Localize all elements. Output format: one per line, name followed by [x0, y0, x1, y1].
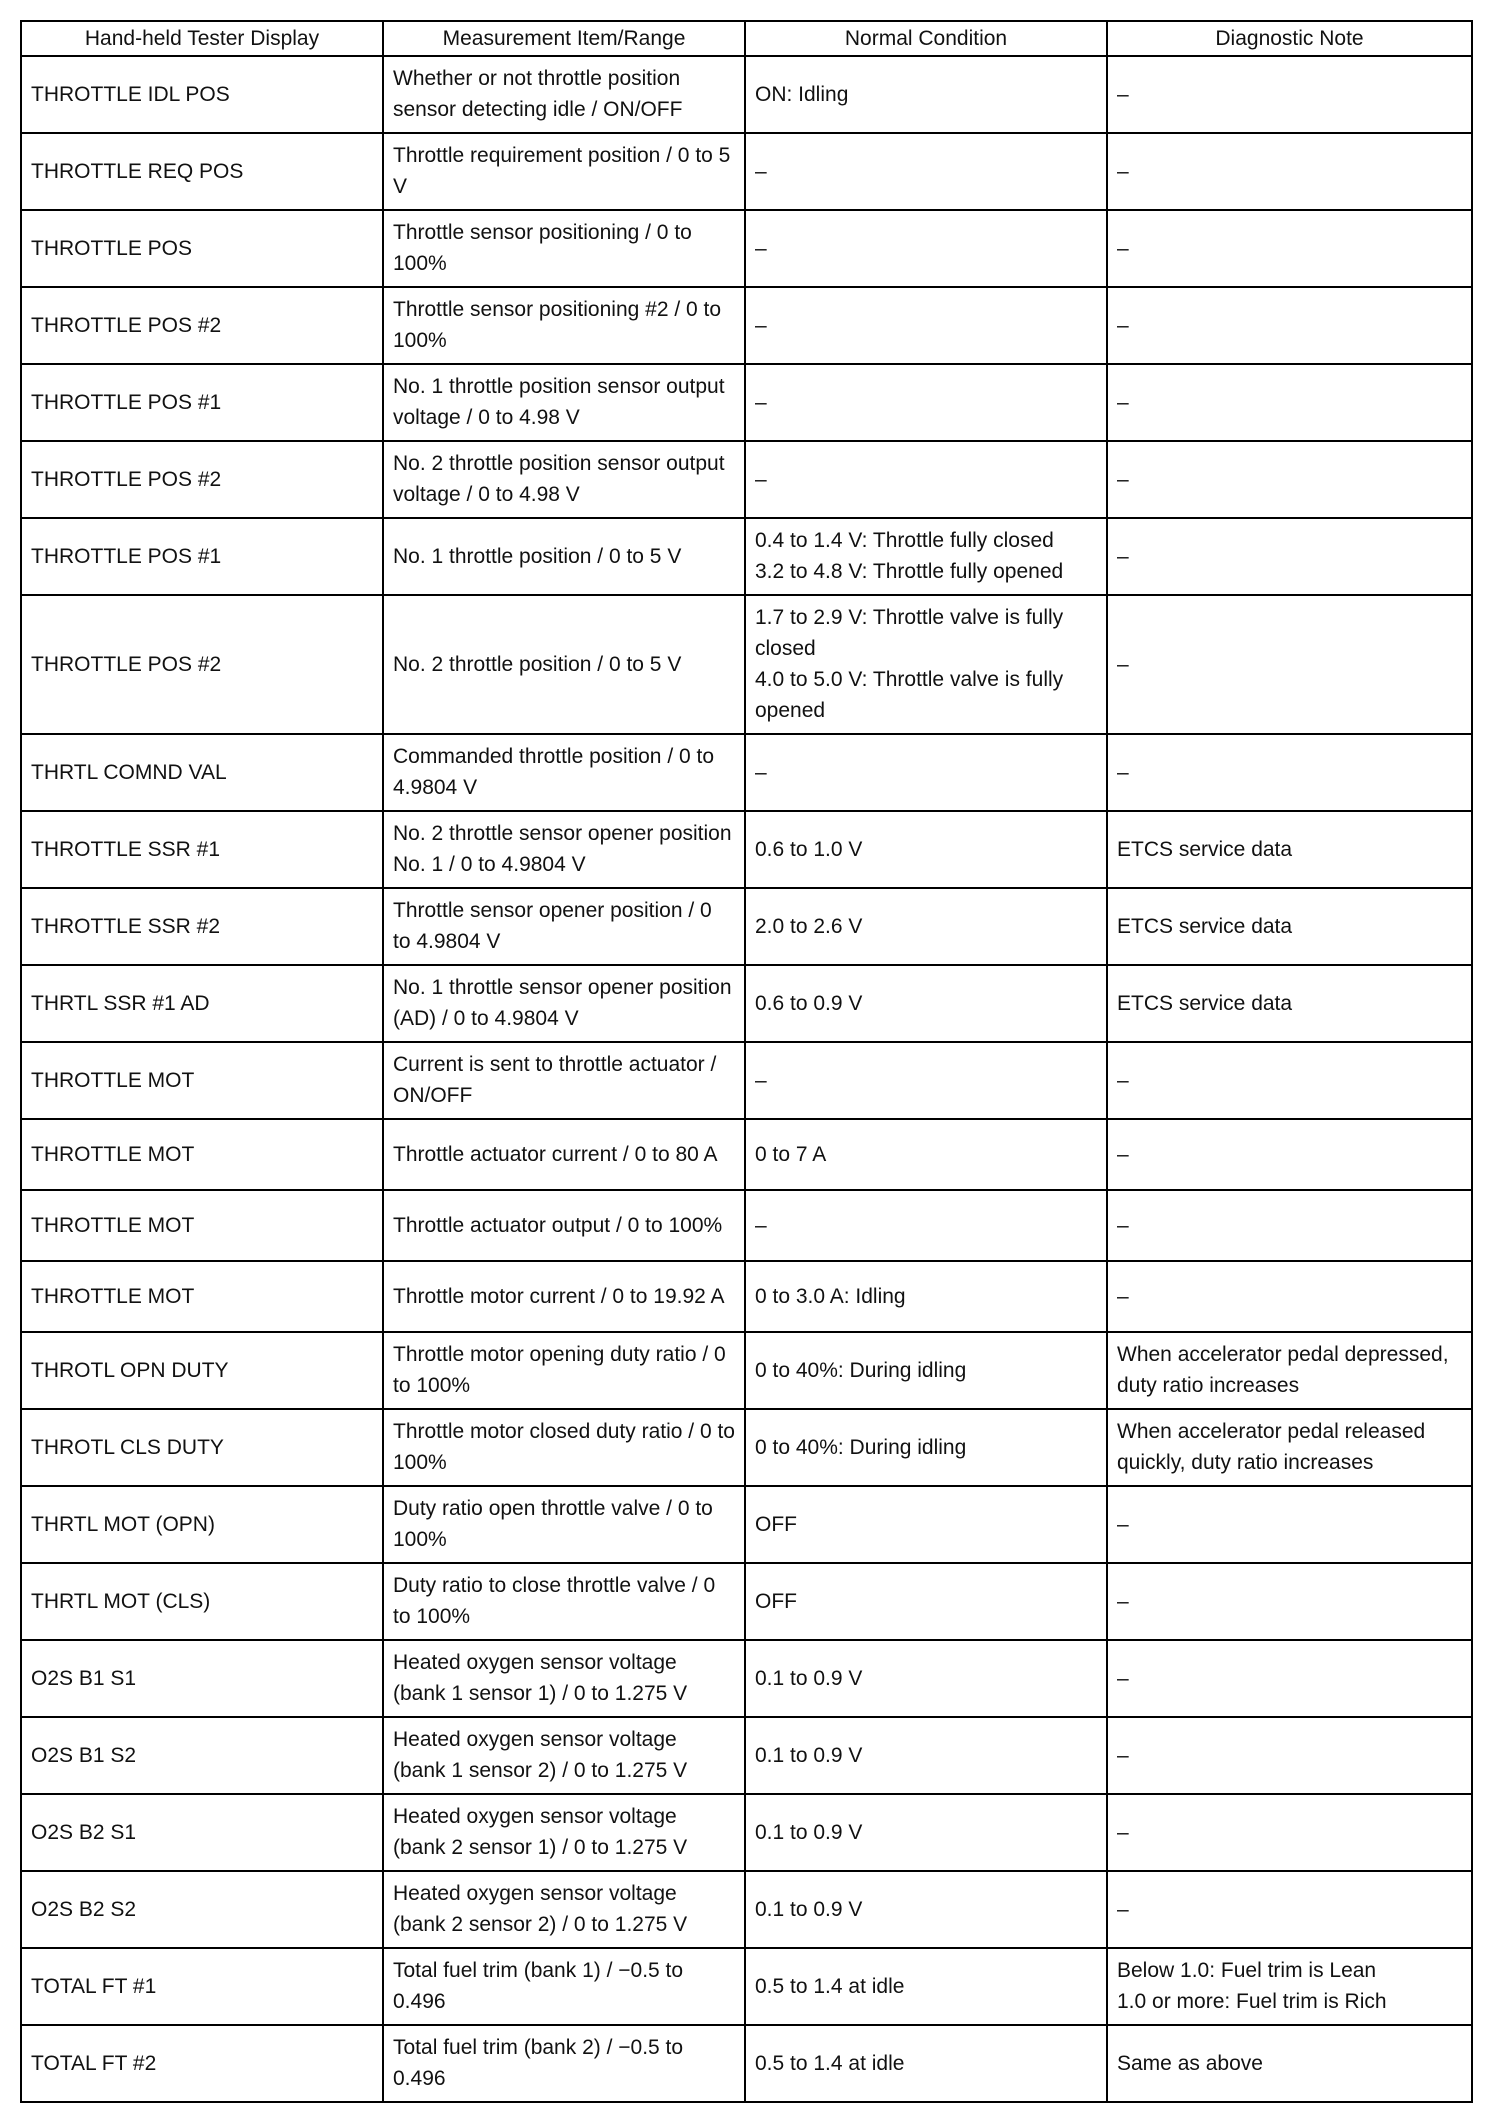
cell-normal-condition: – — [745, 287, 1107, 364]
cell-normal-condition: OFF — [745, 1563, 1107, 1640]
cell-tester-display: THROTTLE POS #1 — [21, 518, 383, 595]
cell-normal-condition: 0.5 to 1.4 at idle — [745, 2025, 1107, 2102]
cell-diagnostic-note: – — [1107, 595, 1472, 734]
header-tester-display: Hand-held Tester Display — [21, 21, 383, 56]
cell-tester-display: THROTL CLS DUTY — [21, 1409, 383, 1486]
cell-normal-condition: 0 to 3.0 A: Idling — [745, 1261, 1107, 1332]
cell-normal-condition: – — [745, 210, 1107, 287]
cell-normal-condition: 0.1 to 0.9 V — [745, 1640, 1107, 1717]
cell-diagnostic-note: – — [1107, 1640, 1472, 1717]
table-row — [21, 1042, 1472, 1119]
cell-normal-condition: ON: Idling — [745, 56, 1107, 133]
cell-diagnostic-note: – — [1107, 210, 1472, 287]
cell-normal-condition: – — [745, 734, 1107, 811]
cell-measurement-item: Throttle motor opening duty ratio / 0 to 100% — [383, 1332, 745, 1409]
cell-measurement-item: Heated oxygen sensor voltage (bank 2 sensor 2) / 0 to 1.275 V — [383, 1871, 745, 1948]
cell-tester-display: THROTTLE MOT — [21, 1042, 383, 1119]
cell-tester-display: THROTTLE POS #2 — [21, 595, 383, 734]
table-row — [21, 888, 1472, 965]
cell-normal-condition: – — [745, 133, 1107, 210]
cell-normal-condition: 2.0 to 2.6 V — [745, 888, 1107, 965]
cell-normal-condition: 0 to 7 A — [745, 1119, 1107, 1190]
header-row — [21, 21, 1472, 56]
table-row — [21, 1640, 1472, 1717]
table-row — [21, 1119, 1472, 1190]
cell-diagnostic-note: ETCS service data — [1107, 965, 1472, 1042]
cell-tester-display: THROTTLE POS #1 — [21, 364, 383, 441]
cell-tester-display: THRTL MOT (CLS) — [21, 1563, 383, 1640]
table-row — [21, 441, 1472, 518]
cell-measurement-item: Throttle motor closed duty ratio / 0 to 100% — [383, 1409, 745, 1486]
table-body — [21, 56, 1472, 2102]
cell-measurement-item: No. 2 throttle position / 0 to 5 V — [383, 595, 745, 734]
cell-diagnostic-note: Below 1.0: Fuel trim is Lean 1.0 or more: Fuel trim is Rich — [1107, 1948, 1472, 2025]
cell-normal-condition: 0.4 to 1.4 V: Throttle fully closed 3.2 to 4.8 V: Throttle fully opened — [745, 518, 1107, 595]
cell-diagnostic-note: – — [1107, 364, 1472, 441]
cell-normal-condition: – — [745, 441, 1107, 518]
cell-measurement-item: No. 2 throttle position sensor output voltage / 0 to 4.98 V — [383, 441, 745, 518]
table-row — [21, 133, 1472, 210]
cell-tester-display: THRTL SSR #1 AD — [21, 965, 383, 1042]
cell-measurement-item: Throttle sensor opener position / 0 to 4.9804 V — [383, 888, 745, 965]
cell-normal-condition: OFF — [745, 1486, 1107, 1563]
cell-normal-condition: 0 to 40%: During idling — [745, 1332, 1107, 1409]
cell-measurement-item: Duty ratio open throttle valve / 0 to 100% — [383, 1486, 745, 1563]
cell-tester-display: THROTTLE MOT — [21, 1261, 383, 1332]
cell-diagnostic-note: – — [1107, 133, 1472, 210]
table-row — [21, 1190, 1472, 1261]
table-row — [21, 1409, 1472, 1486]
cell-tester-display: O2S B1 S2 — [21, 1717, 383, 1794]
cell-measurement-item: Heated oxygen sensor voltage (bank 1 sensor 1) / 0 to 1.275 V — [383, 1640, 745, 1717]
header-normal-condition: Normal Condition — [745, 21, 1107, 56]
cell-tester-display: THROTTLE SSR #2 — [21, 888, 383, 965]
cell-measurement-item: Throttle motor current / 0 to 19.92 A — [383, 1261, 745, 1332]
cell-tester-display: O2S B2 S2 — [21, 1871, 383, 1948]
cell-tester-display: THROTTLE POS — [21, 210, 383, 287]
cell-diagnostic-note: – — [1107, 1119, 1472, 1190]
cell-measurement-item: Current is sent to throttle actuator / ON/OFF — [383, 1042, 745, 1119]
table-row — [21, 811, 1472, 888]
cell-tester-display: THROTL OPN DUTY — [21, 1332, 383, 1409]
cell-measurement-item: Whether or not throttle position sensor detecting idle / ON/OFF — [383, 56, 745, 133]
cell-normal-condition: 1.7 to 2.9 V: Throttle valve is fully closed 4.0 to 5.0 V: Throttle valve is fully opened — [745, 595, 1107, 734]
cell-measurement-item: No. 2 throttle sensor opener position No. 1 / 0 to 4.9804 V — [383, 811, 745, 888]
table-row — [21, 1563, 1472, 1640]
cell-measurement-item: Heated oxygen sensor voltage (bank 1 sensor 2) / 0 to 1.275 V — [383, 1717, 745, 1794]
cell-tester-display: THROTTLE REQ POS — [21, 133, 383, 210]
table-row — [21, 1948, 1472, 2025]
table-row — [21, 56, 1472, 133]
cell-normal-condition: 0.1 to 0.9 V — [745, 1717, 1107, 1794]
cell-diagnostic-note: – — [1107, 734, 1472, 811]
cell-normal-condition: 0.6 to 0.9 V — [745, 965, 1107, 1042]
cell-measurement-item: Throttle requirement position / 0 to 5 V — [383, 133, 745, 210]
cell-tester-display: TOTAL FT #2 — [21, 2025, 383, 2102]
cell-diagnostic-note: ETCS service data — [1107, 811, 1472, 888]
cell-normal-condition: 0.5 to 1.4 at idle — [745, 1948, 1107, 2025]
cell-diagnostic-note: – — [1107, 1042, 1472, 1119]
cell-measurement-item: No. 1 throttle sensor opener position (AD) / 0 to 4.9804 V — [383, 965, 745, 1042]
cell-measurement-item: No. 1 throttle position sensor output voltage / 0 to 4.98 V — [383, 364, 745, 441]
cell-tester-display: THROTTLE POS #2 — [21, 287, 383, 364]
cell-normal-condition: 0 to 40%: During idling — [745, 1409, 1107, 1486]
header-diagnostic-note: Diagnostic Note — [1107, 21, 1472, 56]
table-row — [21, 364, 1472, 441]
cell-tester-display: O2S B1 S1 — [21, 1640, 383, 1717]
table-row — [21, 1486, 1472, 1563]
cell-tester-display: THRTL COMND VAL — [21, 734, 383, 811]
cell-tester-display: THROTTLE MOT — [21, 1190, 383, 1261]
cell-measurement-item: Throttle sensor positioning / 0 to 100% — [383, 210, 745, 287]
cell-diagnostic-note: ETCS service data — [1107, 888, 1472, 965]
cell-measurement-item: Total fuel trim (bank 1) / −0.5 to 0.496 — [383, 1948, 745, 2025]
cell-diagnostic-note: – — [1107, 1871, 1472, 1948]
table-row — [21, 1261, 1472, 1332]
cell-tester-display: THROTTLE MOT — [21, 1119, 383, 1190]
data-table — [20, 20, 1473, 2103]
cell-tester-display: THROTTLE POS #2 — [21, 441, 383, 518]
table-row — [21, 595, 1472, 734]
cell-diagnostic-note: When accelerator pedal depressed, duty ratio increases — [1107, 1332, 1472, 1409]
cell-diagnostic-note: – — [1107, 1261, 1472, 1332]
cell-measurement-item: No. 1 throttle position / 0 to 5 V — [383, 518, 745, 595]
table-row — [21, 2025, 1472, 2102]
table-row — [21, 1332, 1472, 1409]
cell-normal-condition: – — [745, 1190, 1107, 1261]
cell-diagnostic-note: – — [1107, 1190, 1472, 1261]
cell-measurement-item: Throttle sensor positioning #2 / 0 to 100% — [383, 287, 745, 364]
table-row — [21, 1794, 1472, 1871]
table-row — [21, 287, 1472, 364]
cell-measurement-item: Throttle actuator output / 0 to 100% — [383, 1190, 745, 1261]
cell-normal-condition: 0.6 to 1.0 V — [745, 811, 1107, 888]
cell-tester-display: THROTTLE IDL POS — [21, 56, 383, 133]
cell-diagnostic-note: – — [1107, 1486, 1472, 1563]
cell-normal-condition: – — [745, 1042, 1107, 1119]
cell-diagnostic-note: – — [1107, 56, 1472, 133]
cell-measurement-item: Total fuel trim (bank 2) / −0.5 to 0.496 — [383, 2025, 745, 2102]
table-row — [21, 1871, 1472, 1948]
cell-diagnostic-note: – — [1107, 1794, 1472, 1871]
cell-measurement-item: Throttle actuator current / 0 to 80 A — [383, 1119, 745, 1190]
cell-diagnostic-note: – — [1107, 518, 1472, 595]
cell-diagnostic-note: When accelerator pedal released quickly, duty ratio increases — [1107, 1409, 1472, 1486]
table-row — [21, 1717, 1472, 1794]
cell-normal-condition: – — [745, 364, 1107, 441]
cell-diagnostic-note: Same as above — [1107, 2025, 1472, 2102]
cell-measurement-item: Commanded throttle position / 0 to 4.9804 V — [383, 734, 745, 811]
cell-tester-display: THRTL MOT (OPN) — [21, 1486, 383, 1563]
table-row — [21, 518, 1472, 595]
cell-diagnostic-note: – — [1107, 441, 1472, 518]
cell-tester-display: O2S B2 S1 — [21, 1794, 383, 1871]
cell-diagnostic-note: – — [1107, 1563, 1472, 1640]
header-measurement-item: Measurement Item/Range — [383, 21, 745, 56]
table-row — [21, 210, 1472, 287]
cell-normal-condition: 0.1 to 0.9 V — [745, 1871, 1107, 1948]
table-row — [21, 734, 1472, 811]
cell-tester-display: TOTAL FT #1 — [21, 1948, 383, 2025]
cell-diagnostic-note: – — [1107, 1717, 1472, 1794]
cell-normal-condition: 0.1 to 0.9 V — [745, 1794, 1107, 1871]
cell-diagnostic-note: – — [1107, 287, 1472, 364]
table-row — [21, 965, 1472, 1042]
cell-measurement-item: Heated oxygen sensor voltage (bank 2 sensor 1) / 0 to 1.275 V — [383, 1794, 745, 1871]
cell-tester-display: THROTTLE SSR #1 — [21, 811, 383, 888]
cell-measurement-item: Duty ratio to close throttle valve / 0 to 100% — [383, 1563, 745, 1640]
